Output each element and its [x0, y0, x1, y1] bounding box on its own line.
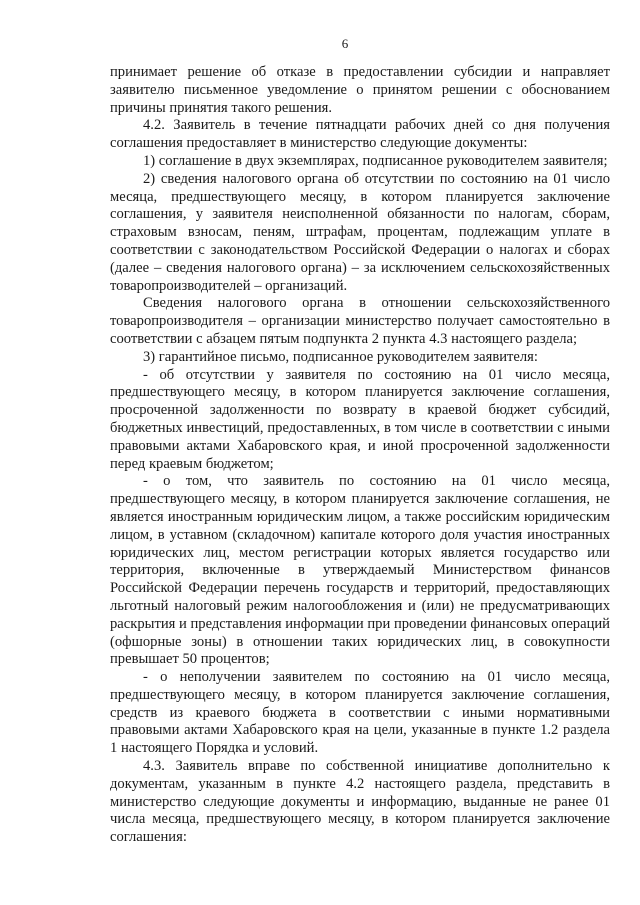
paragraph-bullet-funds: - о неполучении заявителем по состоянию на 01 число месяца, предшествующего месяцу, в котором планируется заключение соглашения, средств из краевого бюджета в соответствии с иными нормативными правовыми актами Хабаровского края на цели, указанные в пункте 1.2 раздела 1 настоящего Порядка и условий.	[110, 669, 610, 757]
paragraph-tax-info: Сведения налогового органа в отношении сельскохозяйственного товаропроизводителя – организации министерство получает самостоятельно в соответствии с абзацем пятым подпункта 2 пункта 4.3 настоящего раздела;	[110, 295, 610, 347]
paragraph-4-2: 4.2. Заявитель в течение пятнадцати рабочих дней со дня получения соглашения предоставляет в министерство следующие документы:	[110, 117, 610, 152]
document-body	[110, 64, 610, 847]
paragraph-4-3: 4.3. Заявитель вправе по собственной инициативе дополнительно к документам, указанным в пункте 4.2 настоящего раздела, представить в министерство следующие документы и информацию, выданные не ранее 01 числа месяца, предшествующего месяцу, в котором планируется заключение соглашения:	[110, 758, 610, 846]
paragraph-bullet-foreign: - о том, что заявитель по состоянию на 01 число месяца, предшествующего месяцу, в котором планируется заключение соглашения, не является иностранным юридическим лицом, а также российским юридическим лицом, в уставном (складочном) капитале которого доля участия иностранных юридических лиц, местом регистрации которых является государство или территория, включенные в утверждаемый Министерством финансов Российской Федерации перечень государств и территорий, предоставляющих льготный налоговый режим налогообложения и (или) не предусматривающих раскрытия и представления информации при проведении финансовых операций (офшорные зоны) в отношении таких юридических лиц, в совокупности превышает 50 процентов;	[110, 473, 610, 668]
paragraph-item-2: 2) сведения налогового органа об отсутствии по состоянию на 01 число месяца, предшествующего месяцу, в котором планируется заключение соглашения, у заявителя неисполненной обязанности по налогам, сборам, страховым взносам, пеням, штрафам, процентам, подлежащим уплате в соответствии с законодательством Российской Федерации о налогах и сборах (далее – сведения налогового органа) – за исключением сельскохозяйственных товаропроизводителей – организаций.	[110, 170, 610, 294]
paragraph-item-1: 1) соглашение в двух экземплярах, подписанное руководителем заявителя;	[143, 152, 608, 169]
page-number: 6	[341, 36, 349, 51]
paragraph-bullet-debt: - об отсутствии у заявителя по состоянию на 01 число месяца, предшествующего месяцу, в котором планируется заключение соглашения, просроченной задолженности по возврату в краевой бюджет субсидий, бюджетных инвестиций, предоставленных, в том числе в соответствии с иными правовыми актами Хабаровского края, и иной просроченной задолженности перед краевым бюджетом;	[110, 366, 610, 472]
paragraph-1: принимает решение об отказе в предоставлении субсидии и направляет заявителю письменное уведомление о принятом решении с обоснованием причины принятия такого решения.	[110, 64, 610, 116]
paragraph-item-3: 3) гарантийное письмо, подписанное руководителем заявителя:	[143, 348, 538, 365]
